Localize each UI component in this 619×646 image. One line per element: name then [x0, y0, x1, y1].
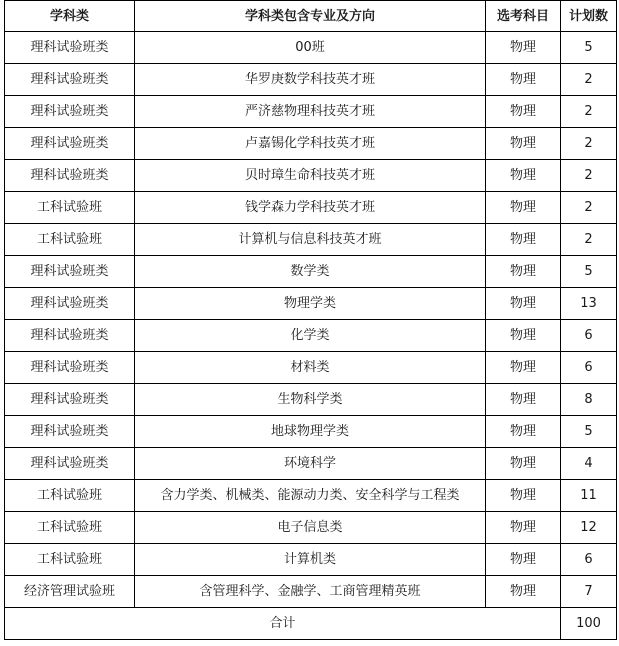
- cell-count: 2: [561, 128, 617, 160]
- cell-category: 理科试验班类: [5, 128, 135, 160]
- cell-category: 理科试验班类: [5, 160, 135, 192]
- table-footer: [5, 608, 617, 640]
- cell-category: 工科试验班: [5, 480, 135, 512]
- cell-subject: 物理: [486, 256, 561, 288]
- cell-subject: 物理: [486, 576, 561, 608]
- cell-count: 6: [561, 320, 617, 352]
- cell-subject: 物理: [486, 64, 561, 96]
- cell-majors: 物理学类: [135, 288, 486, 320]
- cell-majors: 卢嘉锡化学科技英才班: [135, 128, 486, 160]
- table-body: [5, 32, 617, 608]
- cell-category: 工科试验班: [5, 512, 135, 544]
- cell-subject: 物理: [486, 448, 561, 480]
- cell-subject: 物理: [486, 352, 561, 384]
- cell-majors: 含管理科学、金融学、工商管理精英班: [135, 576, 486, 608]
- table-row: [5, 128, 617, 160]
- cell-subject: 物理: [486, 96, 561, 128]
- cell-majors: 电子信息类: [135, 512, 486, 544]
- cell-subject: 物理: [486, 160, 561, 192]
- cell-majors: 华罗庚数学科技英才班: [135, 64, 486, 96]
- cell-category: 理科试验班类: [5, 32, 135, 64]
- cell-category: 理科试验班类: [5, 96, 135, 128]
- cell-majors: 00班: [135, 32, 486, 64]
- cell-subject: 物理: [486, 480, 561, 512]
- cell-count: 6: [561, 352, 617, 384]
- cell-count: 2: [561, 64, 617, 96]
- cell-majors: 生物科学类: [135, 384, 486, 416]
- cell-category: 理科试验班类: [5, 288, 135, 320]
- table-row: [5, 576, 617, 608]
- cell-majors: 计算机类: [135, 544, 486, 576]
- cell-majors: 环境科学: [135, 448, 486, 480]
- cell-subject: 物理: [486, 224, 561, 256]
- table-row: [5, 480, 617, 512]
- table-row: [5, 352, 617, 384]
- table-row: [5, 320, 617, 352]
- cell-count: 7: [561, 576, 617, 608]
- cell-subject: 物理: [486, 512, 561, 544]
- table-row: [5, 448, 617, 480]
- table-row: [5, 64, 617, 96]
- cell-count: 13: [561, 288, 617, 320]
- cell-category: 理科试验班类: [5, 256, 135, 288]
- cell-category: 理科试验班类: [5, 320, 135, 352]
- cell-category: 工科试验班: [5, 544, 135, 576]
- cell-majors: 严济慈物理科技英才班: [135, 96, 486, 128]
- cell-majors: 地球物理学类: [135, 416, 486, 448]
- table-row: [5, 224, 617, 256]
- cell-subject: 物理: [486, 32, 561, 64]
- cell-majors: 材料类: [135, 352, 486, 384]
- cell-category: 经济管理试验班: [5, 576, 135, 608]
- header-row: [5, 1, 617, 32]
- header-count: 计划数: [561, 1, 617, 32]
- cell-count: 2: [561, 192, 617, 224]
- cell-category: 工科试验班: [5, 192, 135, 224]
- cell-subject: 物理: [486, 288, 561, 320]
- cell-majors: 数学类: [135, 256, 486, 288]
- cell-count: 2: [561, 96, 617, 128]
- cell-majors: 化学类: [135, 320, 486, 352]
- enrollment-plan-table-container: [4, 0, 617, 640]
- cell-majors: 计算机与信息科技英才班: [135, 224, 486, 256]
- header-majors: 学科类包含专业及方向: [135, 1, 486, 32]
- cell-subject: 物理: [486, 320, 561, 352]
- table-row: [5, 544, 617, 576]
- total-label: 合计: [5, 608, 561, 640]
- cell-subject: 物理: [486, 416, 561, 448]
- cell-category: 理科试验班类: [5, 352, 135, 384]
- cell-subject: 物理: [486, 384, 561, 416]
- table-row: [5, 96, 617, 128]
- cell-category: 理科试验班类: [5, 384, 135, 416]
- cell-category: 理科试验班类: [5, 448, 135, 480]
- cell-category: 理科试验班类: [5, 64, 135, 96]
- cell-count: 5: [561, 256, 617, 288]
- table-row: [5, 160, 617, 192]
- cell-subject: 物理: [486, 128, 561, 160]
- cell-subject: 物理: [486, 544, 561, 576]
- cell-majors: 钱学森力学科技英才班: [135, 192, 486, 224]
- table-row: [5, 512, 617, 544]
- total-count: 100: [561, 608, 617, 640]
- enrollment-plan-table: [4, 0, 617, 640]
- cell-category: 理科试验班类: [5, 416, 135, 448]
- cell-count: 8: [561, 384, 617, 416]
- header-category: 学科类: [5, 1, 135, 32]
- table-row: [5, 288, 617, 320]
- cell-category: 工科试验班: [5, 224, 135, 256]
- table-row: [5, 256, 617, 288]
- cell-subject: 物理: [486, 192, 561, 224]
- cell-count: 2: [561, 160, 617, 192]
- table-header: [5, 1, 617, 32]
- cell-count: 11: [561, 480, 617, 512]
- total-row: [5, 608, 617, 640]
- table-row: [5, 32, 617, 64]
- cell-count: 12: [561, 512, 617, 544]
- header-subject: 选考科目: [486, 1, 561, 32]
- cell-count: 5: [561, 416, 617, 448]
- table-row: [5, 384, 617, 416]
- table-row: [5, 192, 617, 224]
- cell-majors: 含力学类、机械类、能源动力类、安全科学与工程类: [135, 480, 486, 512]
- cell-count: 5: [561, 32, 617, 64]
- cell-count: 4: [561, 448, 617, 480]
- cell-count: 6: [561, 544, 617, 576]
- table-row: [5, 416, 617, 448]
- cell-majors: 贝时璋生命科技英才班: [135, 160, 486, 192]
- cell-count: 2: [561, 224, 617, 256]
